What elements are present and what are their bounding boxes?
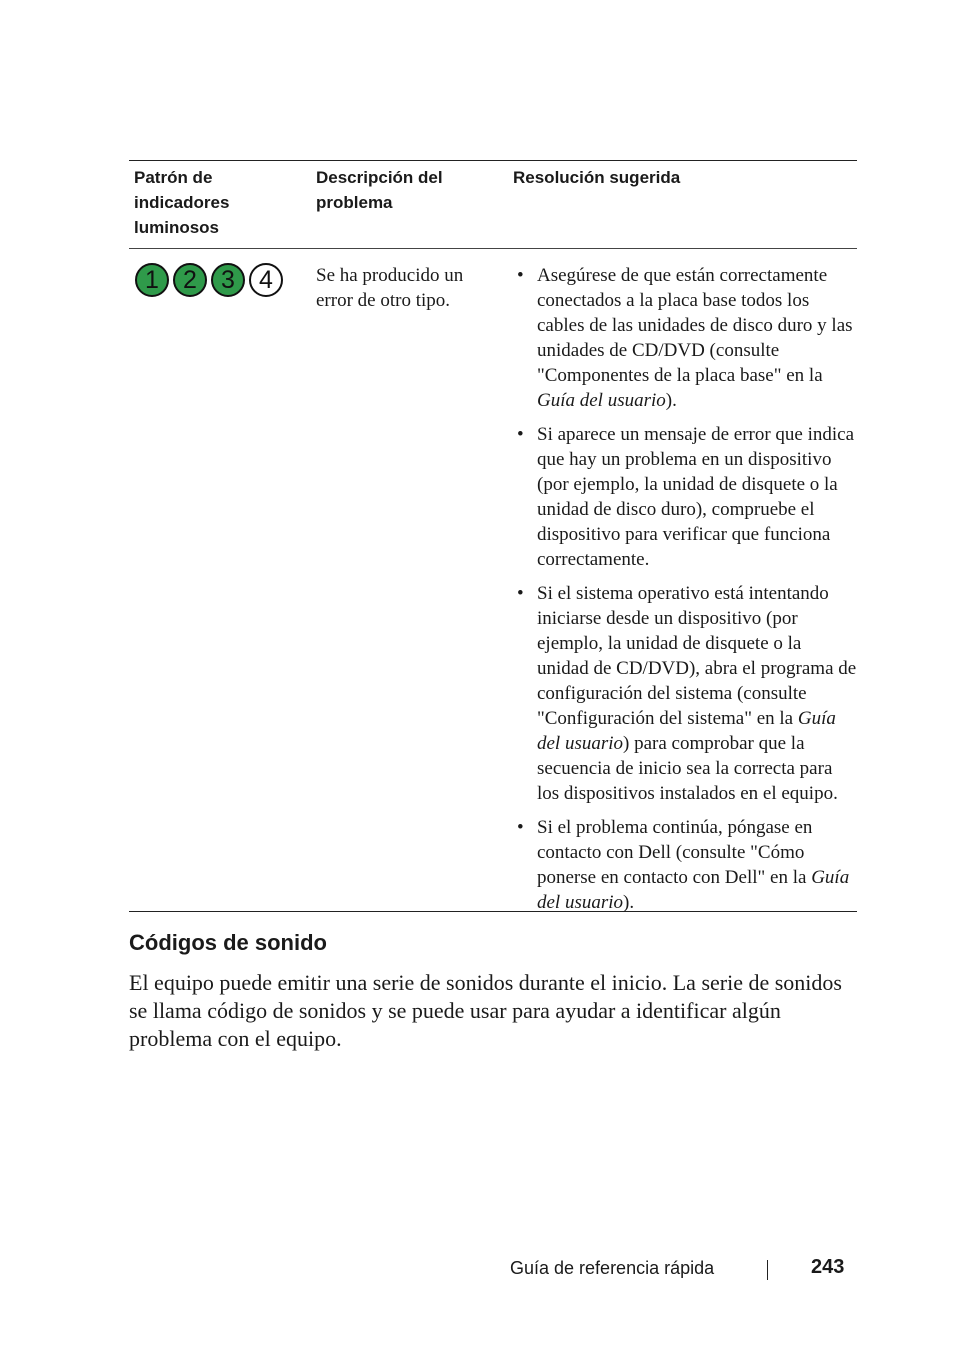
resolution-text: Si el sistema operativo está intentando iniciarse desde un dispositivo (por ejemplo, la unidad de disquete o la unidad de CD/DVD), abra el programa de configuración del sistema (consulte "Configuración del sistema" en la (537, 583, 857, 729)
header-pattern: Patrón de indicadores luminosos (134, 168, 230, 237)
resolution-text-end: ). (623, 892, 635, 913)
resolution-italic: Guía del usuario (537, 708, 836, 754)
page-footer (0, 1256, 954, 1284)
footer-divider (767, 1260, 768, 1280)
resolution-item (517, 422, 857, 572)
resolution-text-end: ). (665, 390, 677, 411)
header-resolution: Resolución sugerida (513, 168, 681, 187)
resolution-item (517, 581, 857, 806)
footer-title: Guía de referencia rápida (510, 1258, 715, 1278)
resolution-italic: Guía del usuario (537, 390, 666, 411)
led-label: 2 (183, 265, 197, 294)
resolution-text: Si el problema continúa, póngase en contacto con Dell (consulte "Cómo ponerse en contacto con Dell" en la (537, 817, 813, 888)
header-description: Descripción del problema (316, 168, 443, 212)
led-indicator-4 (249, 263, 283, 297)
bullet-icon: • (517, 424, 524, 445)
bullet-icon: • (517, 265, 524, 286)
led-indicator-2 (173, 263, 207, 297)
table-header (129, 161, 857, 249)
led-indicator-1 (135, 263, 169, 297)
page-number: 243 (811, 1256, 845, 1278)
resolution-item (517, 263, 857, 413)
section-body: El equipo puede emitir una serie de sonidos durante el inicio. La serie de sonidos se llama código de sonidos y se puede usar para ayudar a identificar algún problema con el equipo. (129, 970, 842, 1051)
resolution-italic: Guía del usuario (537, 867, 850, 913)
bullet-icon: • (517, 583, 524, 604)
resolution-list (517, 263, 857, 924)
problem-description: Se ha producido un error de otro tipo. (316, 265, 464, 311)
section-heading: Códigos de sonido (129, 930, 327, 955)
table-row (129, 249, 857, 911)
bullet-icon: • (517, 817, 524, 838)
resolution-text: Si aparece un mensaje de error que indica que hay un problema en un dispositivo (por ejemplo, la unidad de disquete o la unidad de disco duro), compruebe el dispositivo para verificar que funciona correctamente. (537, 424, 855, 570)
led-pattern (135, 263, 283, 297)
resolution-text-end: ) para comprobar que la secuencia de inicio sea la correcta para los dispositivos instalados en el equipo. (537, 733, 838, 804)
resolution-item (517, 815, 857, 915)
diagnostic-lights-table (129, 160, 857, 912)
led-label: 1 (145, 265, 159, 294)
led-label: 4 (259, 265, 273, 294)
led-indicator-3 (211, 263, 245, 297)
resolution-text: Asegúrese de que están correctamente conectados a la placa base todos los cables de las unidades de disco duro y las unidades de CD/DVD (consulte "Componentes de la placa base" en la (537, 265, 853, 386)
led-label: 3 (221, 265, 235, 294)
